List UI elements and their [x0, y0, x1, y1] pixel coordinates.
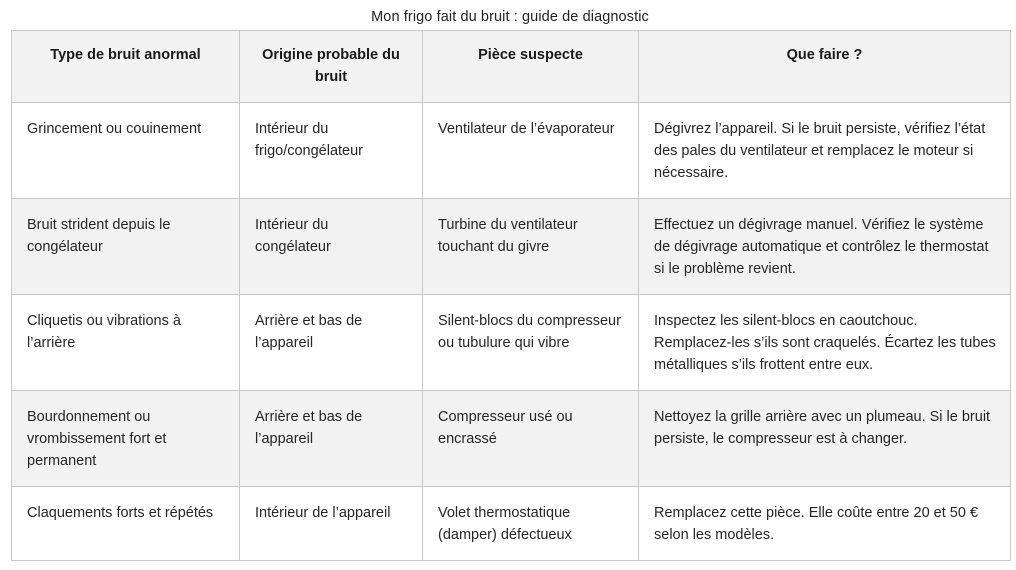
table-row: [12, 295, 1011, 391]
cell-suspect-part: Volet thermostatique (damper) défectueux: [423, 487, 639, 561]
cell-probable-origin: Arrière et bas de l’appareil: [240, 295, 423, 391]
table-header-row: [12, 31, 1011, 103]
cell-noise-type: Claquements forts et répétés: [12, 487, 240, 561]
header-what-to-do: Que faire ?: [639, 31, 1011, 103]
cell-probable-origin: Intérieur du congélateur: [240, 199, 423, 295]
header-probable-origin: Origine probable du bruit: [240, 31, 423, 103]
table-row: [12, 487, 1011, 561]
cell-probable-origin: Intérieur du frigo/congélateur: [240, 103, 423, 199]
header-suspect-part: Pièce suspecte: [423, 31, 639, 103]
header-noise-type: Type de bruit anormal: [12, 31, 240, 103]
table-caption: Mon frigo fait du bruit : guide de diagnostic: [371, 9, 649, 25]
cell-suspect-part: Compresseur usé ou encrassé: [423, 391, 639, 487]
cell-what-to-do: Inspectez les silent-blocs en caoutchouc. Remplacez-les s’ils sont craquelés. Écartez les tubes métalliques s’ils frottent entre eux.: [639, 295, 1011, 391]
cell-suspect-part: Silent-blocs du compresseur ou tubulure qui vibre: [423, 295, 639, 391]
cell-probable-origin: Intérieur de l’appareil: [240, 487, 423, 561]
cell-noise-type: Grincement ou couinement: [12, 103, 240, 199]
table-row: [12, 103, 1011, 199]
diagnostic-table: [11, 30, 1011, 561]
cell-suspect-part: Ventilateur de l’évaporateur: [423, 103, 639, 199]
cell-what-to-do: Effectuez un dégivrage manuel. Vérifiez le système de dégivrage automatique et contrôlez le thermostat si le problème revient.: [639, 199, 1011, 295]
cell-what-to-do: Remplacez cette pièce. Elle coûte entre 20 et 50 € selon les modèles.: [639, 487, 1011, 561]
cell-noise-type: Cliquetis ou vibrations à l’arrière: [12, 295, 240, 391]
cell-noise-type: Bourdonnement ou vrombissement fort et permanent: [12, 391, 240, 487]
cell-suspect-part: Turbine du ventilateur touchant du givre: [423, 199, 639, 295]
table-row: [12, 199, 1011, 295]
cell-probable-origin: Arrière et bas de l’appareil: [240, 391, 423, 487]
cell-what-to-do: Dégivrez l’appareil. Si le bruit persiste, vérifiez l’état des pales du ventilateur et remplacez le moteur si nécessaire.: [639, 103, 1011, 199]
cell-noise-type: Bruit strident depuis le congélateur: [12, 199, 240, 295]
table-row: [12, 391, 1011, 487]
cell-what-to-do: Nettoyez la grille arrière avec un plumeau. Si le bruit persiste, le compresseur est à changer.: [639, 391, 1011, 487]
